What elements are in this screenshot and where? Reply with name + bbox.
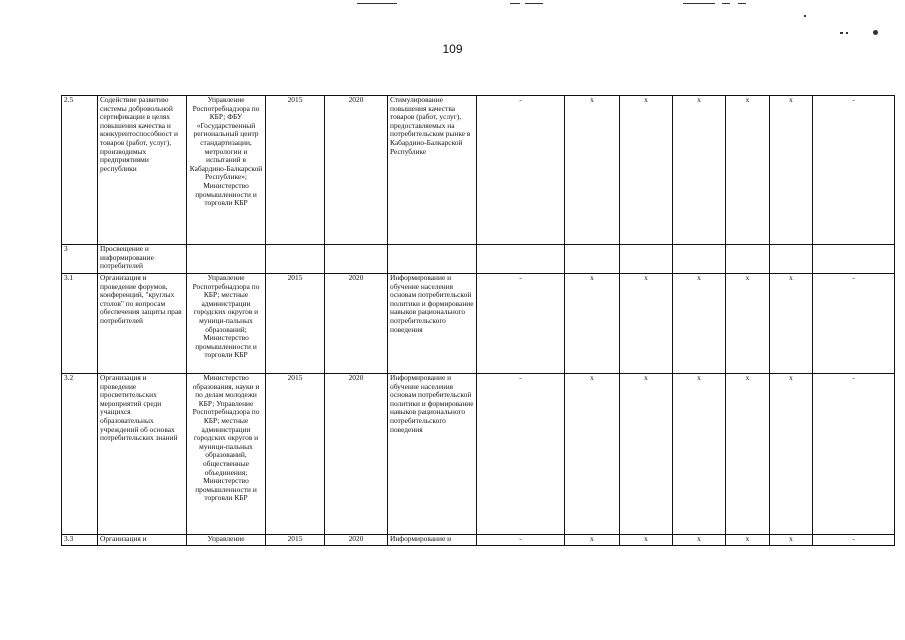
table-row [62, 374, 895, 535]
table-row [62, 535, 895, 546]
result-text: Стимулирование повышения качества товаров (работ, услуг), предоставляемых на потребительском рынке в Кабардино-Балкарской Республике [388, 96, 477, 245]
year-mark [813, 245, 895, 274]
start-year: 2015 [266, 535, 325, 546]
measure-text: Организация и [98, 535, 187, 546]
result-text: Информирование и обучение населения основам потребительской политики и формирование навыков рационального потребительского поведения [388, 274, 477, 374]
year-mark: - [477, 374, 565, 535]
year-mark [726, 245, 770, 274]
year-mark: х [673, 535, 726, 546]
year-mark: х [620, 374, 673, 535]
year-mark: - [813, 535, 895, 546]
result-text: Информирование и обучение населения основам потребительской политики и формирование навыков рационального потребительского поведения [388, 374, 477, 535]
year-mark: х [565, 274, 620, 374]
year-mark: - [813, 274, 895, 374]
end-year: 2020 [325, 274, 388, 374]
year-mark: х [770, 374, 813, 535]
start-year [266, 245, 325, 274]
year-mark: х [770, 535, 813, 546]
year-mark: х [726, 535, 770, 546]
row-number: 3.2 [62, 374, 98, 535]
year-mark: х [673, 96, 726, 245]
year-mark: - [813, 96, 895, 245]
measure-text: Организация и проведение форумов, конференций, "круглых столов" по вопросам обеспечения защиты прав потребителей [98, 274, 187, 374]
responsible-text: Министерство образования, науки и по делам молодежи КБР; Управление Роспотребнадзора по КБР; местные администрации городских округов и муници-пальных образований, общественные объединения; Министерство промышленности и торговли КБР [187, 374, 266, 535]
table-row [62, 245, 895, 274]
year-mark: - [477, 535, 565, 546]
year-mark [620, 245, 673, 274]
year-mark [477, 245, 565, 274]
responsible-text: Управление Роспотребнадзора по КБР; местные администрации городских округов и муници-пальных образований; Министерство промышленности и торговли КБР [187, 274, 266, 374]
result-text [388, 245, 477, 274]
year-mark: х [620, 274, 673, 374]
responsible-text [187, 245, 266, 274]
year-mark [673, 245, 726, 274]
measure-text: Организация и проведение просветительских мероприятий среди учащихся образовательных учреждений об основах потребительских знаний [98, 374, 187, 535]
year-mark: - [813, 374, 895, 535]
page-number: 109 [442, 42, 463, 56]
year-mark: х [565, 374, 620, 535]
year-mark: - [477, 274, 565, 374]
year-mark: х [565, 535, 620, 546]
year-mark: х [726, 96, 770, 245]
table-row [62, 96, 895, 245]
year-mark: х [726, 274, 770, 374]
start-year: 2015 [266, 374, 325, 535]
start-year: 2015 [266, 274, 325, 374]
measures-table [61, 95, 895, 546]
year-mark: х [620, 96, 673, 245]
end-year: 2020 [325, 374, 388, 535]
year-mark [565, 245, 620, 274]
row-number: 3.1 [62, 274, 98, 374]
row-number: 3.3 [62, 535, 98, 546]
end-year [325, 245, 388, 274]
row-number: 3 [62, 245, 98, 274]
year-mark: х [726, 374, 770, 535]
responsible-text: Управление [187, 535, 266, 546]
section-title: Просвещение и информирование потребителей [98, 245, 187, 274]
end-year: 2020 [325, 96, 388, 245]
result-text: Информирование и [388, 535, 477, 546]
year-mark: х [770, 96, 813, 245]
year-mark: х [770, 274, 813, 374]
scan-artifacts [0, 0, 905, 40]
year-mark: х [673, 274, 726, 374]
year-mark: - [477, 96, 565, 245]
table-row [62, 274, 895, 374]
start-year: 2015 [266, 96, 325, 245]
year-mark: х [565, 96, 620, 245]
measure-text: Содействие развитию системы добровольной сертификации в целях повышения качества и конкурентоспособност и товаров (работ, услуг), производимых предприятиями республики [98, 96, 187, 245]
year-mark: х [673, 374, 726, 535]
row-number: 2.5 [62, 96, 98, 245]
year-mark: х [620, 535, 673, 546]
year-mark [770, 245, 813, 274]
end-year: 2020 [325, 535, 388, 546]
responsible-text: Управление Роспотребнадзора по КБР; ФБУ «Государственный региональный центр стандартизации, метрологии и испытаний в Кабардино-Балкарской Республике»; Министерство промышленности и торговли КБР [187, 96, 266, 245]
